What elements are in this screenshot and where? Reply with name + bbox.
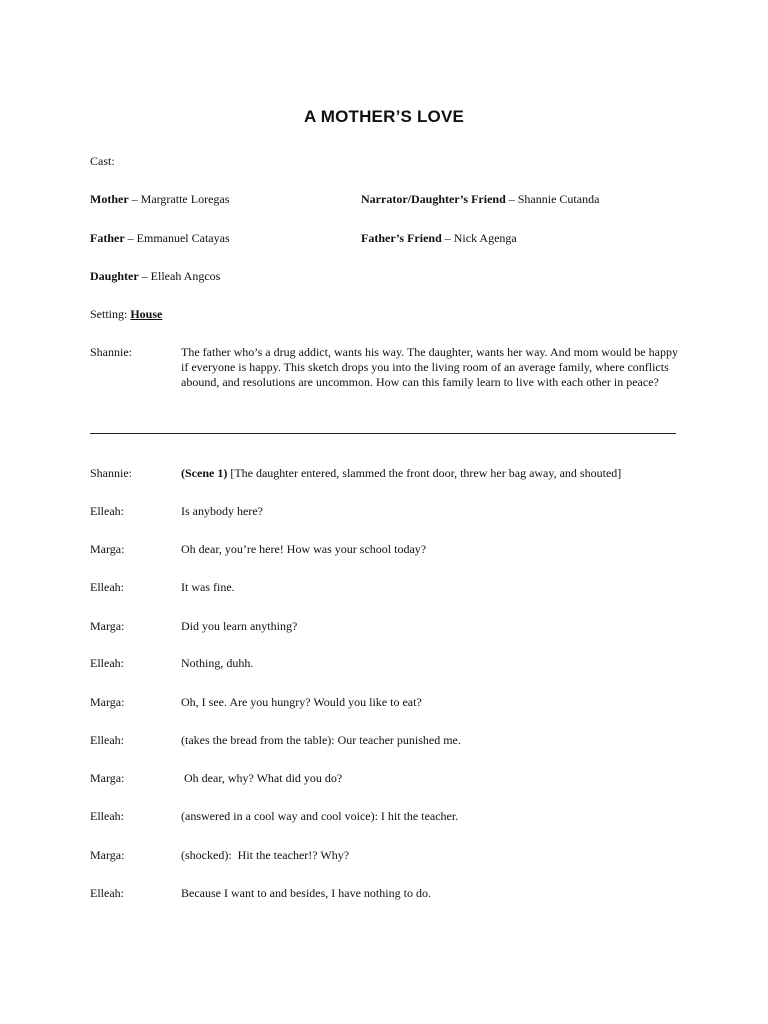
cast-entry-mother bbox=[90, 192, 229, 207]
scene-direction bbox=[181, 466, 681, 481]
dialogue-speaker: Elleah: bbox=[90, 809, 124, 823]
dialogue-speaker: Elleah: bbox=[90, 580, 124, 594]
dialogue-text: Oh dear, why? What did you do? bbox=[181, 771, 343, 785]
cast-entry-narrator bbox=[361, 192, 599, 207]
cast-actor: Emmanuel Catayas bbox=[136, 231, 230, 245]
cast-separator: – bbox=[124, 231, 137, 245]
dialogue-speaker: Marga: bbox=[90, 771, 125, 785]
cast-actor: Elleah Angcos bbox=[150, 269, 221, 283]
cast-role: Daughter bbox=[90, 269, 139, 283]
intro-text: The father who’s a drug addict, wants his way. The daughter, wants her way. And mom would be happy if everyone is happy. This sketch drops you into the living room of an average family, where conflicts abound, and resolutions are uncommon. How can this family learn to live with each other in peace? bbox=[181, 345, 678, 389]
dialogue-text: (takes the bread from the table): Our teacher punished me. bbox=[181, 733, 461, 747]
scene-speaker: Shannie: bbox=[90, 466, 132, 480]
dialogue-text: Oh dear, you’re here! How was your school today? bbox=[181, 542, 427, 556]
cast-separator: – bbox=[128, 192, 141, 206]
cast-actor: Nick Agenga bbox=[453, 231, 517, 245]
dialogue-text: Did you learn anything? bbox=[181, 619, 298, 633]
cast-role: Mother bbox=[90, 192, 129, 206]
dialogue-text: It was fine. bbox=[181, 580, 235, 594]
intro-speaker: Shannie: bbox=[90, 345, 132, 359]
dialogue-speaker: Marga: bbox=[90, 695, 125, 709]
cast-separator: – bbox=[505, 192, 518, 206]
cast-label: Cast: bbox=[90, 154, 115, 168]
dialogue-speaker: Elleah: bbox=[90, 733, 124, 747]
scene-label: (Scene 1) bbox=[181, 466, 228, 480]
setting-label: Setting: bbox=[90, 307, 128, 321]
page-title: A MOTHER’S LOVE bbox=[303, 107, 465, 126]
dialogue-speaker: Elleah: bbox=[90, 656, 124, 670]
cast-actor: Shannie Cutanda bbox=[517, 192, 600, 206]
dialogue-speaker: Elleah: bbox=[90, 504, 124, 518]
dialogue-speaker: Marga: bbox=[90, 542, 125, 556]
section-divider bbox=[90, 433, 676, 434]
cast-separator: – bbox=[441, 231, 454, 245]
dialogue-text: Oh, I see. Are you hungry? Would you like to eat? bbox=[181, 695, 422, 709]
dialogue-speaker: Marga: bbox=[90, 619, 125, 633]
dialogue-speaker: Marga: bbox=[90, 848, 125, 862]
scene-direction-text: [The daughter entered, slammed the front door, threw her bag away, and shouted] bbox=[227, 466, 622, 480]
cast-role: Father bbox=[90, 231, 125, 245]
cast-entry-fathers-friend bbox=[361, 231, 517, 246]
cast-entry-father bbox=[90, 231, 230, 246]
dialogue-speaker: Elleah: bbox=[90, 886, 124, 900]
cast-entry-daughter bbox=[90, 269, 220, 284]
cast-role: Father’s Friend bbox=[361, 231, 442, 245]
cast-actor: Margratte Loregas bbox=[140, 192, 230, 206]
dialogue-text: (answered in a cool way and cool voice): I hit the teacher. bbox=[181, 809, 459, 823]
cast-role: Narrator/Daughter’s Friend bbox=[361, 192, 506, 206]
cast-separator: – bbox=[138, 269, 151, 283]
dialogue-text: (shocked): Hit the teacher!? Why? bbox=[181, 848, 350, 862]
dialogue-text: Is anybody here? bbox=[181, 504, 263, 518]
dialogue-text: Because I want to and besides, I have nothing to do. bbox=[181, 886, 431, 900]
dialogue-text: Nothing, duhh. bbox=[181, 656, 254, 670]
setting-line bbox=[90, 307, 162, 322]
setting-value: House bbox=[130, 307, 163, 321]
